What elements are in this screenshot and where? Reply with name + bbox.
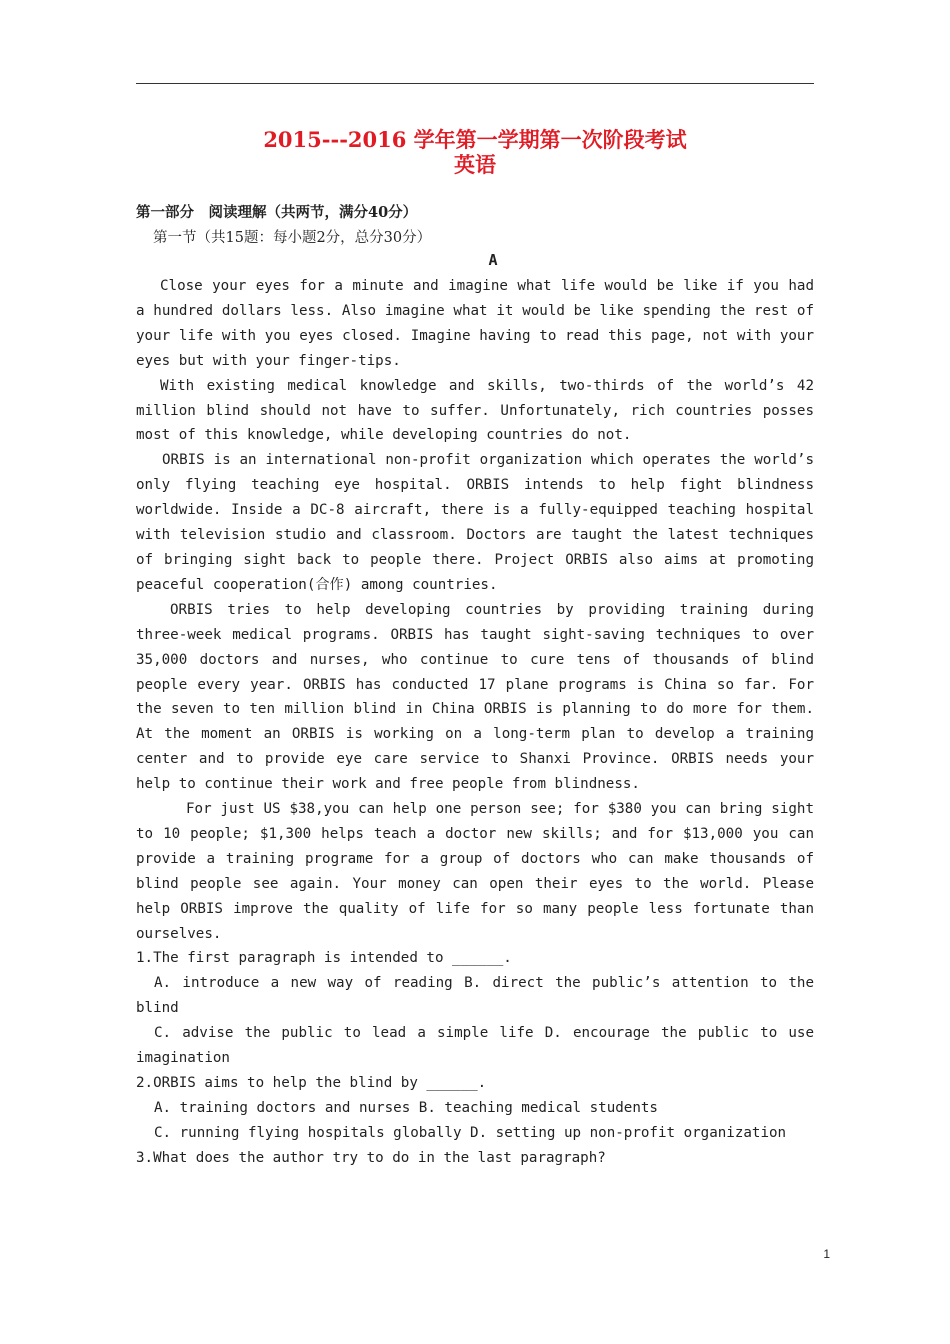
- question-3: [136, 1146, 814, 1171]
- paragraph-5: For just US $38,you can help one person see; for $380 you can bring sight to 10 people; $1,300 helps teach a doctor new skills; and for $13,000 you can provide a training programe for a group of doctors who can make thousands of blind people see again. Your money can open their eyes to the world. Please help ORBIS improve the quality of life for so many people less fortunate than ourselves.: [136, 801, 814, 942]
- paragraph-1: Close your eyes for a minute and imagine what life would be like if you had a hundred dollars less. Also imagine what it would be like spending the rest of your life with you eyes closed. Imagine having to read this page, not with your eyes but with your finger-tips.: [136, 278, 814, 369]
- header-rule: [136, 83, 814, 84]
- paragraph-2: With existing medical knowledge and skills, two-thirds of the world’s 42 million blind should not have to suffer. Unfortunately, rich countries posses most of this knowledge, while developing countries do not.: [136, 377, 814, 444]
- page-number: 1: [823, 1247, 830, 1261]
- question-1: [136, 946, 814, 1071]
- section-heading: 第一节（共15题：每小题2分，总分30分）: [153, 230, 432, 246]
- part-heading: 第一部分 阅读理解（共两节，满分40分）: [136, 204, 418, 221]
- passage-label: A: [488, 251, 498, 269]
- paragraph-4: ORBIS tries to help developing countries by providing training during three-week medical programs. ORBIS has taught sight-saving techniques to over 35,000 doctors and nurses, who continue to cure tens of thousands of blind people every year. ORBIS has conducted 17 plane programs is China so far. For the seven to ten million blind in China ORBIS is planning to do more for them. At the moment an ORBIS is working on a long-term plan to develop a training center and to provide eye care service to Shanxi Province. ORBIS needs your help to continue their work and free people from blindness.: [136, 601, 814, 793]
- option-b: B. direct the public’s attention to the blind: [136, 975, 815, 1017]
- question-options-ab: [136, 1096, 814, 1121]
- passage-body: [136, 274, 814, 1171]
- question-stem: 1.The first paragraph is intended to ______.: [136, 950, 512, 967]
- question-2: [136, 1071, 814, 1146]
- question-options-cd: [136, 1121, 814, 1146]
- question-stem: 3.What does the author try to do in the last paragraph?: [136, 1149, 606, 1166]
- exam-title: 2015---2016 学年第一学期第一次阶段考试: [263, 127, 687, 152]
- option-c: C. advise the public to lead a simple life: [154, 1025, 534, 1042]
- paragraph-3: ORBIS is an international non-profit organization which operates the world’s only flying teaching eye hospital. ORBIS intends to help fight blindness worldwide. Inside a DC-8 aircraft, there is a fully-equipped teaching hospital with television studio and classroom. Doctors are taught the latest techniques of bringing sight back to people there. Project ORBIS also aims at promoting peaceful cooperation(合作) among countries.: [136, 452, 814, 593]
- option-d: D. setting up non-profit organization: [470, 1124, 787, 1141]
- subject-title: 英语: [454, 152, 496, 177]
- question-options-ab: [136, 971, 814, 1021]
- option-a: A. introduce a new way of reading: [154, 975, 453, 992]
- question-options-cd: [136, 1021, 814, 1071]
- option-c: C. running flying hospitals globally: [154, 1124, 462, 1141]
- question-stem: 2.ORBIS aims to help the blind by ______.: [136, 1075, 487, 1091]
- option-b: B. teaching medical students: [418, 1099, 658, 1116]
- option-d: D. encourage the public to use imagination: [136, 1025, 815, 1067]
- option-a: A. training doctors and nurses: [154, 1099, 411, 1116]
